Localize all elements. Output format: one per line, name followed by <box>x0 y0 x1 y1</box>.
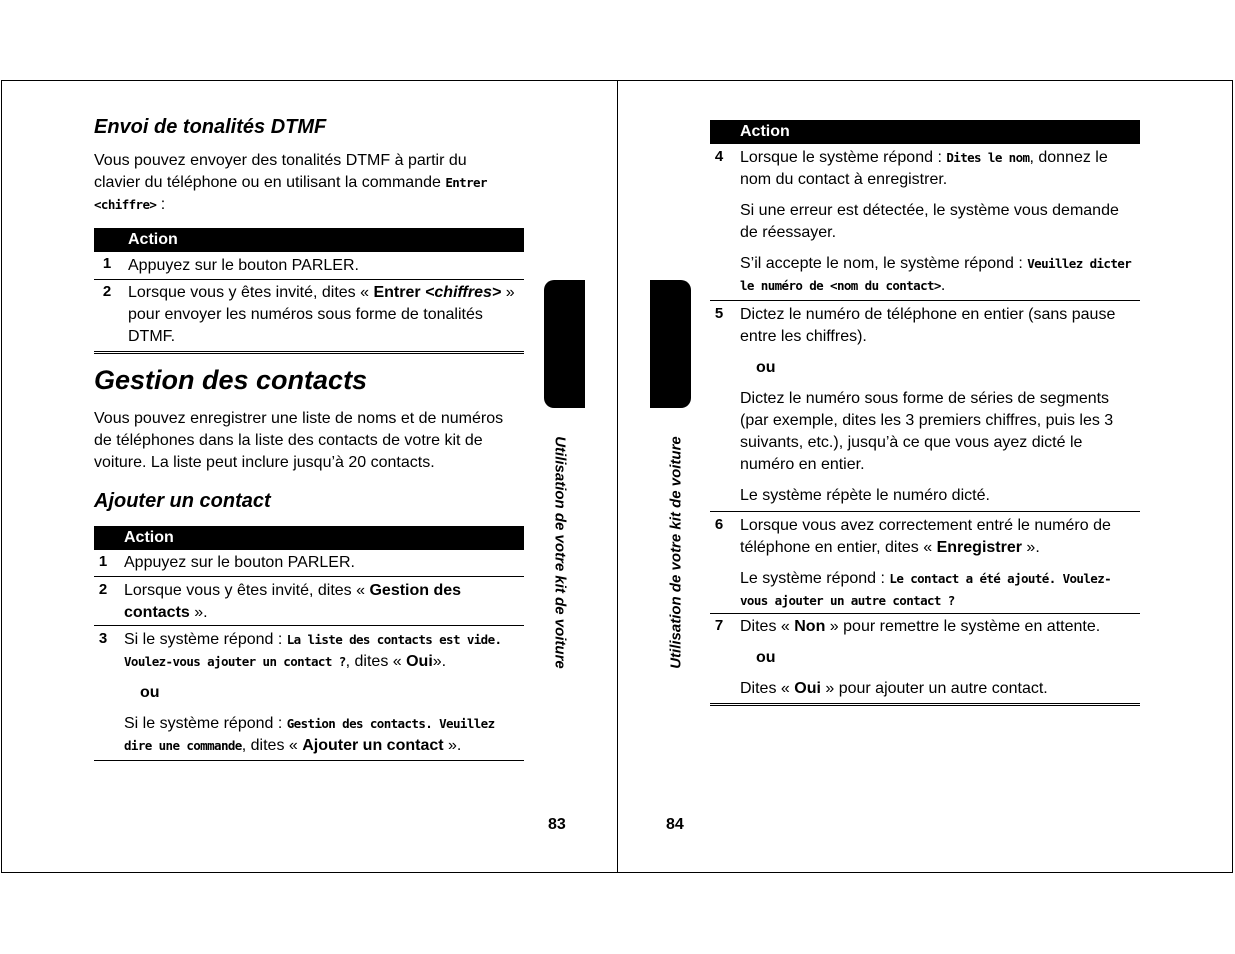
dtmf-table <box>94 228 524 354</box>
dtmf-heading: Envoi de tonalités DTMF <box>94 116 327 138</box>
left-page <box>94 80 524 870</box>
table-row: 6 Lorsque vous avez correctement entré le numéro de téléphone en entier, dites « Enregistrer ». Le système répond : Le contact a été ajouté. Voulez-vous ajouter un autre contact ? <box>710 512 1140 614</box>
contacts-heading: Gestion des contacts <box>94 365 368 395</box>
dtmf-table-header: Action <box>94 228 524 252</box>
table-row: 2 Lorsque vous y êtes invité, dites « Gestion des contacts ». <box>94 577 524 626</box>
add-contact-table-continued <box>710 120 1140 706</box>
table-row: 4 Lorsque le système répond : Dites le nom, donnez le nom du contact à enregistrer. Si une erreur est détectée, le système vous demande de réessayer. S’il accepte le nom, le système répond : Veuillez dicter le numéro de <nom du contact>. <box>710 144 1140 301</box>
add-contact-table-header: Action <box>94 526 524 550</box>
right-page <box>710 80 1140 870</box>
table-row: 7 Dites « Non » pour remettre le système en attente. ou Dites « Oui » pour ajouter un autre contact. <box>710 614 1140 706</box>
add-contact-table <box>94 526 524 761</box>
side-title-left: Utilisation de votre kit de voiture <box>551 436 569 669</box>
table-row: 1 Appuyez sur le bouton PARLER. <box>94 550 524 577</box>
dtmf-intro: Vous pouvez envoyer des tonalités DTMF à partir du clavier du téléphone ou en utilisant la commande Entrer <chiffre> : <box>94 152 487 213</box>
page-number-left: 83 <box>548 816 566 833</box>
page-number-right: 84 <box>666 816 684 833</box>
table-row: 2 Lorsque vous y êtes invité, dites « Entrer <chiffres> » pour envoyer les numéros sous forme de tonalités DTMF. <box>94 280 524 354</box>
side-title-right: Utilisation de votre kit de voiture <box>667 436 685 669</box>
section-tab-right <box>650 280 691 408</box>
contacts-intro: Vous pouvez enregistrer une liste de noms et de numéros de téléphones dans la liste des contacts de votre kit de voiture. La liste peut inclure jusqu’à 20 contacts. <box>94 410 504 471</box>
table-row: 1 Appuyez sur le bouton PARLER. <box>94 252 524 280</box>
section-tab-left <box>544 280 585 408</box>
table-row: 3 Si le système répond : La liste des contacts est vide. Voulez-vous ajouter un contact ?, dites « Oui». ou Si le système répond : Gestion des contacts. Veuillez dire une commande, dites « Ajouter un contact ». <box>94 626 524 761</box>
continued-table-header: Action <box>710 120 1140 144</box>
dtmf-command: Entrer <chiffre> <box>94 175 487 212</box>
table-row: 5 Dictez le numéro de téléphone en entier (sans pause entre les chiffres). ou Dictez le numéro sous forme de séries de segments (par exemple, dites les 3 premiers chiffres, puis les 3 suivants, etc.), jusqu’à ce que vous ayez dicté le numéro en entier. Le système répète le numéro dicté. <box>710 301 1140 512</box>
add-contact-heading: Ajouter un contact <box>94 490 271 512</box>
page-divider <box>617 80 618 873</box>
